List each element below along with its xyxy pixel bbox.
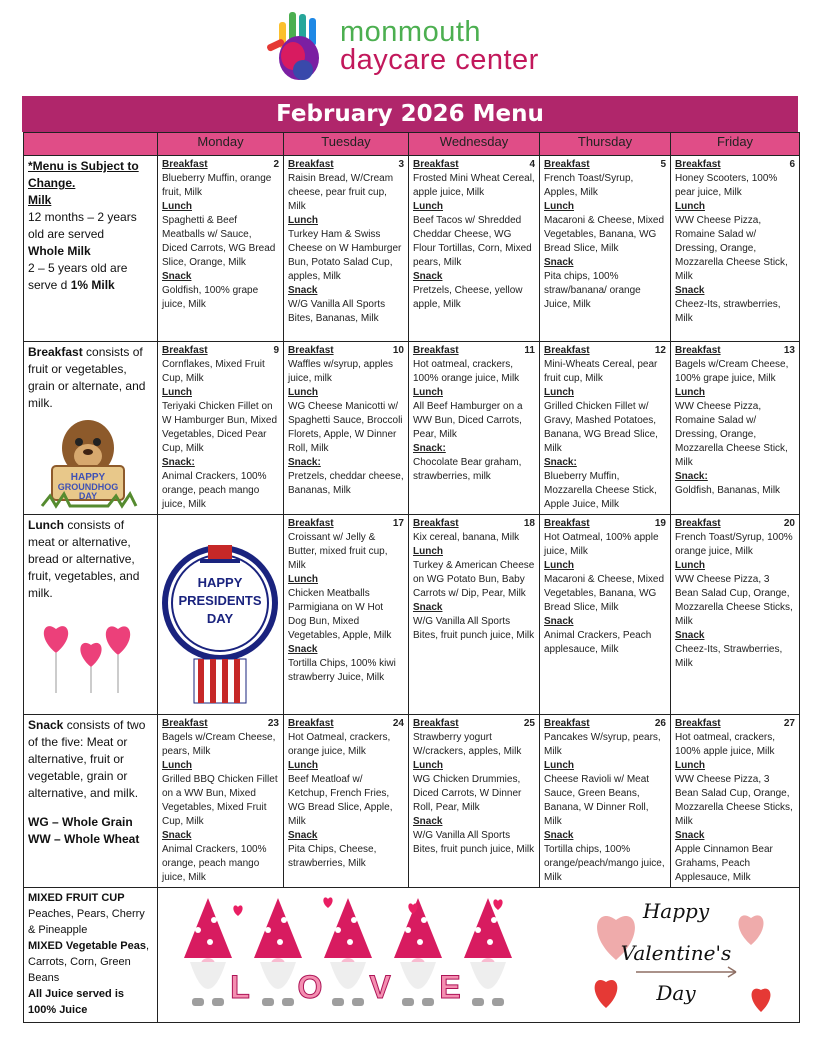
breakfast-items: Hot oatmeal, crackers, 100% orange juice, Milk [413, 359, 520, 384]
day-cell [671, 515, 800, 715]
milk-age-2: 2 – 5 years old are serve d 1% Milk [28, 261, 128, 292]
breakfast-label: Breakfast [544, 718, 590, 729]
breakfast-label: Breakfast [413, 159, 459, 170]
breakfast-label: Breakfast [675, 159, 721, 170]
milk-heading: Milk [28, 193, 52, 207]
breakfast-items: Cornflakes, Mixed Fruit Cup, Milk [162, 359, 265, 384]
breakfast-label: Breakfast [544, 345, 590, 356]
breakfast-label: Breakfast [544, 518, 590, 529]
snack-note: Snack consists of two of the five: Meat or alternative, fruit or vegetable, grain or alternative, and milk. [28, 718, 146, 800]
blank-header [24, 133, 158, 156]
handprint-icon [265, 12, 335, 88]
day-cell-header [162, 158, 279, 172]
snack-label: Snack [413, 602, 443, 613]
mixed-fruit-text: Peaches, Pears, Cherry & Pineapple [28, 908, 145, 936]
day-cell [284, 342, 409, 515]
breakfast-items: Frosted Mini Wheat Cereal, apple juice, Milk [413, 173, 535, 198]
week-row-3 [24, 515, 800, 715]
date-number: 26 [654, 718, 666, 729]
breakfast-label: Breakfast [288, 518, 334, 529]
day-cell-header [288, 717, 404, 731]
lunch-items: WW Cheese Pizza, Romaine Salad w/ Dressing, Orange, Mozzarella Cheese Stick, Milk [675, 401, 788, 468]
day-cell-header [288, 344, 404, 358]
lunch-label: Lunch [288, 760, 318, 771]
date-number: 27 [783, 718, 795, 729]
date-number: 2 [273, 159, 279, 170]
breakfast-label: Breakfast [288, 345, 334, 356]
svg-text:GROUNDHOG: GROUNDHOG [57, 482, 119, 492]
breakfast-items: Croissant w/ Jelly & Butter, mixed fruit cup, Milk [288, 532, 388, 571]
snack-label: Snack: [288, 457, 321, 468]
day-cell [409, 156, 540, 342]
snack-items: Cheez-Its, strawberries, Milk [675, 299, 781, 324]
snack-label: Snack [413, 271, 443, 282]
lunch-items: WG Chicken Drummies, Diced Carrots, W Dinner Roll, Pear, Milk [413, 774, 522, 813]
day-cell [284, 515, 409, 715]
date-number: 11 [524, 345, 535, 356]
day-cell-header [544, 517, 666, 531]
day-header: Thursday [540, 133, 671, 156]
lunch-note: Lunch consists of meat or alternative, bread or alternative, fruit, vegetables, and milk. [28, 518, 140, 600]
side-note-lunch [24, 515, 158, 715]
snack-items: Tortilla chips, 100% orange/peach/mango juice, Milk [544, 844, 665, 883]
snack-label: Snack: [544, 457, 577, 468]
day-cell [409, 715, 540, 888]
snack-items: Goldfish, 100% grape juice, Milk [162, 285, 259, 310]
logo-line2: daycare center [340, 44, 539, 76]
day-header: Friday [671, 133, 800, 156]
breakfast-items: Bagels w/Cream Cheese, pears, Milk [162, 732, 276, 757]
date-number: 24 [392, 718, 404, 729]
week-row-1 [24, 156, 800, 342]
svg-text:HAPPY: HAPPY [197, 575, 243, 590]
snack-label: Snack [544, 257, 574, 268]
breakfast-items: Hot Oatmeal, 100% apple juice, Milk [544, 532, 659, 557]
small-heart [233, 905, 242, 916]
day-cell [284, 715, 409, 888]
mixed-veg-note: MIXED Vegetable Peas, Carrots, Corn, Green Beans [28, 940, 150, 984]
svg-text:Day: Day [656, 981, 696, 1005]
lunch-items: Beef Tacos w/ Shredded Cheddar Cheese, WG Flour Tortillas, Corn, Mixed pears, Milk [413, 215, 532, 268]
mixed-fruit-heading: MIXED FRUIT CUP [28, 892, 125, 904]
date-number: 18 [523, 518, 535, 529]
lunch-items: Chicken Meatballs Parmigiana on W Hot Dog Bun, Mixed Vegetables, Apple, Milk [288, 588, 392, 641]
breakfast-items: Pancakes W/syrup, pears, Milk [544, 732, 661, 757]
small-heart [323, 897, 332, 908]
day-cell-header [675, 517, 795, 531]
gnome [184, 898, 232, 1006]
whole-milk: Whole Milk [28, 244, 91, 258]
snack-label: Snack [544, 616, 574, 627]
breakfast-label: Breakfast [675, 518, 721, 529]
logo-line1: monmouth [340, 16, 482, 48]
breakfast-items: Raisin Bread, W/Cream cheese, pear fruit cup, Milk [288, 173, 394, 212]
svg-text:HAPPY: HAPPY [70, 472, 106, 483]
lunch-items: Beef Meatloaf w/ Ketchup, French Fries, WG Bread Slice, Apple, Milk [288, 774, 393, 827]
breakfast-items: Honey Scooters, 100% pear juice, Milk [675, 173, 778, 198]
snack-items: Pita Chips, Cheese, strawberries, Milk [288, 844, 377, 869]
heart-balloons-icon [36, 615, 146, 695]
lunch-items: WW Cheese Pizza, 3 Bean Salad Cup, Orange, Mozzarella Cheese Sticks, Milk [675, 574, 793, 627]
day-cell [540, 342, 671, 515]
snack-label: Snack [288, 830, 318, 841]
lunch-label: Lunch [413, 201, 443, 212]
gnome-letter: V [369, 969, 391, 1005]
menu-table [23, 132, 800, 1023]
groundhog-icon [38, 410, 138, 510]
breakfast-items: French Toast/Syrup, 100% orange juice, Milk [675, 532, 793, 557]
lunch-label: Lunch [675, 387, 705, 398]
snack-label: Snack [675, 630, 705, 641]
small-heart [493, 899, 502, 910]
day-cell [409, 342, 540, 515]
breakfast-items: Hot oatmeal, crackers, 100% apple juice, Milk [675, 732, 776, 757]
snack-label: Snack [413, 816, 443, 827]
breakfast-label: Breakfast [413, 718, 459, 729]
day-cell [158, 156, 284, 342]
snack-items: Animal Crackers, 100% orange, peach mango juice, Milk [162, 844, 267, 883]
snack-items: Pretzels, cheddar cheese, Bananas, Milk [288, 471, 404, 496]
day-cell-header [675, 717, 795, 731]
lunch-items: WW Cheese Pizza, Romaine Salad w/ Dressing, Orange, Mozzarella Cheese Stick, Milk [675, 215, 788, 282]
snack-label: Snack [288, 285, 318, 296]
date-number: 17 [392, 518, 404, 529]
side-note-milk [24, 156, 158, 342]
lunch-label: Lunch [162, 387, 192, 398]
gnome-letter: E [439, 969, 461, 1005]
date-number: 10 [392, 345, 404, 356]
day-cell [158, 715, 284, 888]
week-row-2 [24, 342, 800, 515]
breakfast-items: French Toast/Syrup, Apples, Milk [544, 173, 634, 198]
day-cell [284, 156, 409, 342]
lunch-items: WW Cheese Pizza, 3 Bean Salad Cup, Orange, Mozzarella Cheese Sticks, Milk [675, 774, 793, 827]
snack-items: Pita chips, 100% straw/banana/ orange Juice, Milk [544, 271, 641, 310]
date-number: 12 [654, 345, 666, 356]
lunch-label: Lunch [675, 560, 705, 571]
svg-text:DAY: DAY [78, 491, 98, 501]
day-header: Monday [158, 133, 284, 156]
menu-title: February 2026 Menu [22, 96, 798, 132]
snack-label: Snack [162, 830, 192, 841]
lunch-label: Lunch [288, 574, 318, 585]
breakfast-items: Hot Oatmeal, crackers, orange juice, Milk [288, 732, 391, 757]
day-cell [671, 715, 800, 888]
date-number: 19 [654, 518, 666, 529]
juice-note: All Juice served is 100% Juice [28, 988, 124, 1016]
week-row-4 [24, 715, 800, 888]
snack-items: Chocolate Bear graham, strawberries, milk [413, 457, 522, 482]
breakfast-label: Breakfast [162, 345, 208, 356]
snack-label: Snack [675, 830, 705, 841]
date-number: 23 [267, 718, 279, 729]
day-cell-header [288, 517, 404, 531]
wg-abbrev: WG – Whole Grain [28, 815, 133, 829]
snack-items: Cheez-Its, Strawberries, Milk [675, 644, 783, 669]
day-cell-header [544, 717, 666, 731]
side-note-mixed [24, 888, 158, 1023]
svg-text:DAY: DAY [206, 611, 234, 626]
snack-items: Animal Crackers, Peach applesauce, Milk [544, 630, 652, 655]
snack-items: W/G Vanilla All Sports Bites, Bananas, Milk [288, 299, 386, 324]
presidents-day-cell [158, 515, 284, 715]
love-gnomes-icon [178, 890, 568, 1018]
snack-items: Animal Crackers, 100% orange, peach mango juice, Milk [162, 471, 267, 510]
lunch-label: Lunch [675, 201, 705, 212]
lunch-label: Lunch [162, 201, 192, 212]
snack-label: Snack [675, 285, 705, 296]
breakfast-label: Breakfast [162, 718, 208, 729]
day-cell-header [162, 344, 279, 358]
lunch-items: Teriyaki Chicken Fillet on W Hamburger Bun, Mixed Vegetables, Diced Pear Cup, Milk [162, 401, 278, 454]
breakfast-items: Waffles w/syrup, apples juice, milk [288, 359, 394, 384]
snack-label: Snack [544, 830, 574, 841]
date-number: 25 [523, 718, 535, 729]
svg-text:PRESIDENTS: PRESIDENTS [178, 593, 262, 608]
lunch-items: Turkey & American Cheese on WG Potato Bun, Baby Carrots w/ Dip, Pear, Milk [413, 560, 535, 599]
gnome [254, 898, 302, 1006]
milk-age-1: 12 months – 2 years old are served [28, 210, 137, 241]
lunch-label: Lunch [288, 215, 318, 226]
day-cell-header [675, 158, 795, 172]
snack-label: Snack: [675, 471, 708, 482]
breakfast-items: Bagels w/Cream Cheese, 100% grape juice, Milk [675, 359, 789, 384]
lunch-items: All Beef Hamburger on a WW Bun, Diced Carrots, Pear, Milk [413, 401, 523, 440]
day-header-row [24, 133, 800, 156]
lunch-items: Grilled BBQ Chicken Fillet on a WW Bun, Mixed Vegetables, Mixed Fruit Cup, Milk [162, 774, 278, 827]
snack-items: W/G Vanilla All Sports Bites, fruit punch juice, Milk [413, 616, 535, 641]
lunch-label: Lunch [675, 760, 705, 771]
valentine-banner-cell [158, 888, 800, 1023]
lunch-label: Lunch [413, 546, 443, 557]
snack-items: Apple Cinnamon Bear Grahams, Peach Applesauce, Milk [675, 844, 773, 883]
svg-text:Valentine's: Valentine's [620, 941, 732, 965]
breakfast-items: Kix cereal, banana, Milk [413, 532, 520, 543]
breakfast-label: Breakfast [413, 518, 459, 529]
lunch-label: Lunch [413, 760, 443, 771]
breakfast-label: Breakfast [544, 159, 590, 170]
lunch-items: Cheese Ravioli w/ Meat Sauce, Green Beans, Banana, W Dinner Roll, Milk [544, 774, 650, 827]
snack-items: Blueberry Muffin, Mozzarella Cheese Stick, Apple Juice, Milk [544, 471, 657, 510]
gnome-letter: O [297, 969, 323, 1005]
day-header: Wednesday [409, 133, 540, 156]
day-cell [671, 156, 800, 342]
lunch-label: Lunch [162, 760, 192, 771]
breakfast-label: Breakfast [675, 718, 721, 729]
menu-subject-note: *Menu is Subject to Change. [28, 159, 139, 190]
side-note-breakfast [24, 342, 158, 515]
lunch-label: Lunch [544, 560, 574, 571]
valentines-day-icon [576, 890, 776, 1018]
day-cell-header [413, 717, 535, 731]
snack-items: Pretzels, Cheese, yellow apple, Milk [413, 285, 523, 310]
lunch-items: WG Cheese Manicotti w/ Spaghetti Sauce, Broccoli Florets, Apple, W Dinner Roll, Milk [288, 401, 403, 454]
breakfast-label: Breakfast [288, 718, 334, 729]
snack-label: Snack: [413, 443, 446, 454]
snack-items: Goldfish, Bananas, Milk [675, 485, 781, 496]
lunch-items: Spaghetti & Beef Meatballs w/ Sauce, Diced Carrots, WG Bread Slice, Orange, Milk [162, 215, 276, 268]
footer-row [24, 888, 800, 1023]
ww-abbrev: WW – Whole Wheat [28, 832, 140, 846]
snack-label: Snack: [162, 457, 195, 468]
breakfast-items: Strawberry yogurt W/crackers, apples, Milk [413, 732, 522, 757]
lunch-label: Lunch [544, 201, 574, 212]
date-number: 6 [789, 159, 795, 170]
gnome [394, 898, 442, 1006]
gnome [324, 898, 372, 1006]
date-number: 20 [783, 518, 795, 529]
presidents-day-badge-icon [160, 525, 280, 705]
date-number: 5 [660, 159, 666, 170]
breakfast-items: Mini-Wheats Cereal, pear fruit cup, Milk [544, 359, 658, 384]
breakfast-label: Breakfast [288, 159, 334, 170]
lunch-label: Lunch [544, 387, 574, 398]
side-note-snack [24, 715, 158, 888]
day-header: Tuesday [284, 133, 409, 156]
snack-items: Tortilla Chips, 100% kiwi strawberry Juice, Milk [288, 658, 396, 683]
date-number: 3 [398, 159, 404, 170]
day-cell [158, 342, 284, 515]
svg-text:Happy: Happy [642, 899, 710, 923]
breakfast-label: Breakfast [162, 159, 208, 170]
day-cell-header [413, 517, 535, 531]
day-cell [540, 156, 671, 342]
lunch-label: Lunch [288, 387, 318, 398]
day-cell [409, 515, 540, 715]
lunch-items: Grilled Chicken Fillet w/ Gravy, Mashed Potatoes, Banana, WG Bread Slice, Milk [544, 401, 658, 454]
day-cell [671, 342, 800, 515]
lunch-items: Turkey Ham & Swiss Cheese on W Hamburger Bun, Potato Salad Cup, apples, Milk [288, 229, 402, 282]
day-cell [540, 515, 671, 715]
gnome-letter: L [230, 969, 250, 1005]
day-cell-header [675, 344, 795, 358]
day-cell [540, 715, 671, 888]
lunch-items: Macaroni & Cheese, Mixed Vegetables, Banana, WG Bread Slice, Milk [544, 215, 665, 254]
date-number: 13 [783, 345, 795, 356]
breakfast-note: Breakfast consists of fruit or vegetables, grain or alternate, and milk. [28, 345, 146, 410]
daycare-logo [265, 12, 575, 92]
snack-label: Snack [162, 271, 192, 282]
date-number: 4 [529, 159, 535, 170]
lunch-items: Macaroni & Cheese, Mixed Vegetables, Banana, WG Bread Slice, Milk [544, 574, 665, 613]
snack-items: W/G Vanilla All Sports Bites, fruit punch juice, Milk [413, 830, 535, 855]
day-cell-header [544, 158, 666, 172]
day-cell-header [413, 344, 535, 358]
lunch-label: Lunch [544, 760, 574, 771]
day-cell-header [162, 717, 279, 731]
lunch-label: Lunch [413, 387, 443, 398]
snack-label: Snack [288, 644, 318, 655]
day-cell-header [288, 158, 404, 172]
day-cell-header [413, 158, 535, 172]
breakfast-label: Breakfast [675, 345, 721, 356]
breakfast-label: Breakfast [413, 345, 459, 356]
date-number: 9 [273, 345, 279, 356]
gnome [464, 898, 512, 1006]
day-cell-header [544, 344, 666, 358]
breakfast-items: Blueberry Muffin, orange fruit, Milk [162, 173, 272, 198]
